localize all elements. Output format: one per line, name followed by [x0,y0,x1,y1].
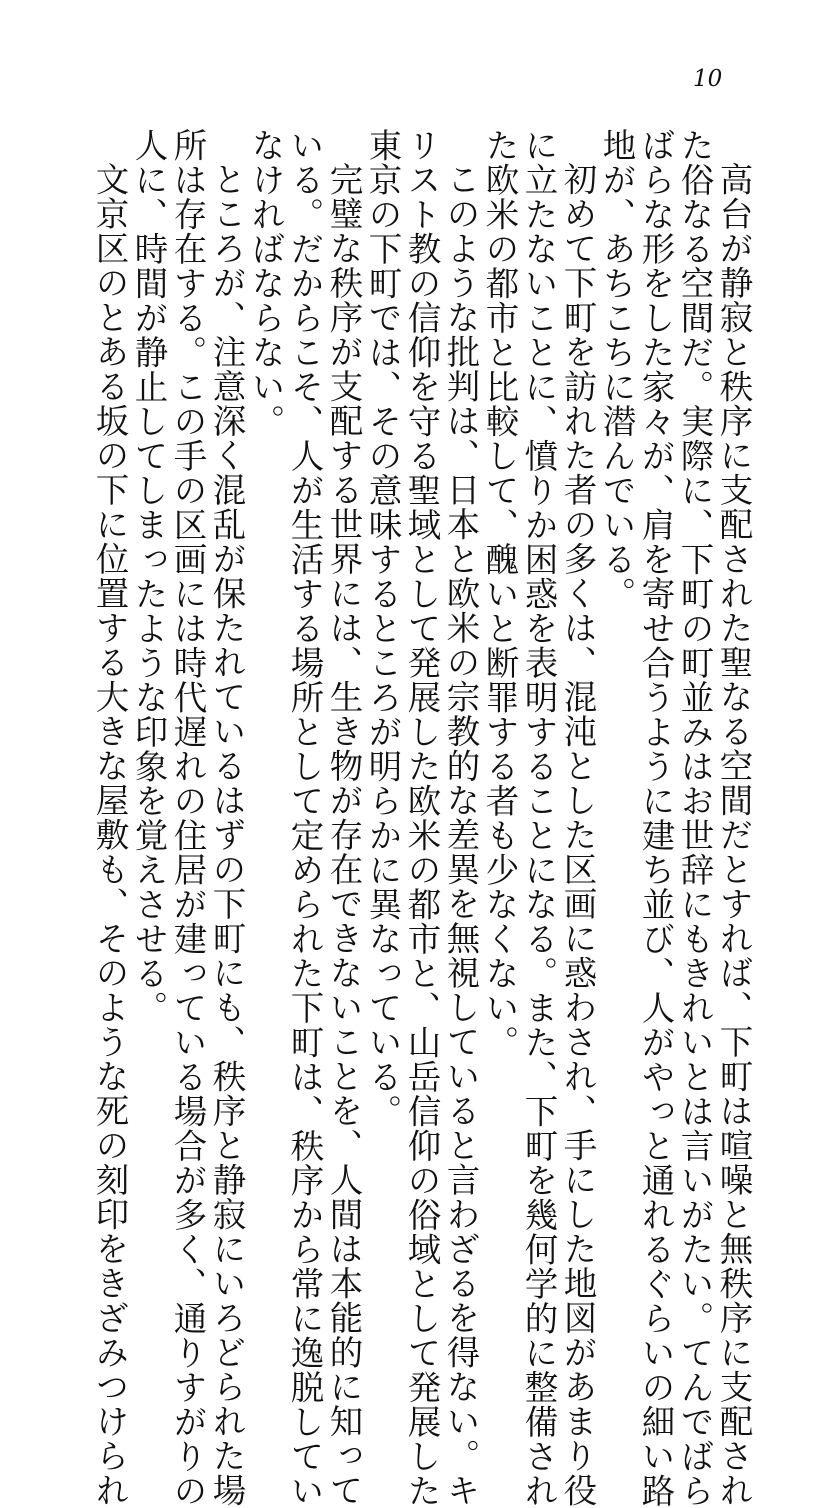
text-column-8: このような批判は、日本と欧米の宗教的な差異を無視していると言わざるを得ない。キ [441,161,480,1507]
text-column-7: た欧米の都市と比較して、醜いと断罪する者も少なくない。 [480,128,519,1060]
text-column-1: 高台が静寂と秩序に支配された聖なる空間だとすれば、下町は喧噪と無秩序に支配され [714,161,753,1507]
text-column-14: ところが、注意深く混乱が保たれているはずの下町にも、秩序と静寂にいろどられた場 [207,161,246,1507]
text-column-4: 地が、あちこちに潜んでいる。 [597,128,636,611]
text-column-6: に立たないことに、憤りか困惑を表明することになる。また、下町を幾何学的に整備され [519,128,558,1508]
text-column-11: 完璧な秩序が支配する世界には、生き物が存在できないことを、人間は本能的に知って [324,161,363,1507]
text-column-3: ばらな形をした家々が、肩を寄せ合うように建ち並び、人がやっと通れるぐらいの細い路 [636,128,675,1508]
text-column-2: た俗なる空間だ。実際に、下町の町並みはお世辞にもきれいとは言いがたい。てんでばら [675,128,714,1508]
text-column-5: 初めて下町を訪れた者の多くは、混沌とした区画に惑わされ、手にした地図があまり役 [558,161,597,1507]
text-column-16: 人に、時間が静止してしまったような印象を覚えさせる。 [129,128,168,1025]
text-column-15: 所は存在する。この手の区画には時代遅れの住居が建っている場合が多く、通りすがりの [168,128,207,1508]
page-number: 10 [693,66,723,92]
text-column-13: なければならない。 [246,128,285,439]
text-column-12: いる。だからこそ、人が生活する場所として定められた下町は、秩序から常に逸脱してい [285,128,324,1508]
text-column-17: 文京区のとある坂の下に位置する大きな屋敷も、そのような死の刻印をきざみつけられ [90,161,129,1507]
text-column-9: リスト教の信仰を守る聖域として発展した欧米の都市と、山岳信仰の俗域として発展した [402,128,441,1508]
vertical-text-body [90,128,756,1508]
text-column-10: 東京の下町では、その意味するところが明らかに異なっている。 [363,128,402,1129]
